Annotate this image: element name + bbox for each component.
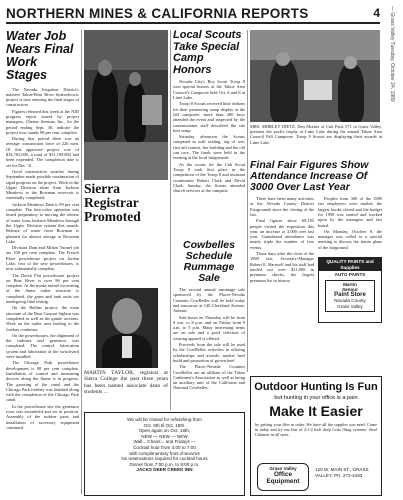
- cowbelles-article: [173, 240, 245, 410]
- column-rule: [170, 30, 171, 410]
- logo-line: Grass Valley: [269, 466, 297, 471]
- paragraph: Good construction weather during September made possible continuation of rapid progress on the project. Work in the Upper Division alone from Jackson Meadows to the Bowman reservoir is essentially completed.: [6, 168, 79, 201]
- paragraph: During that period there was an average construction force of 226 men. Of this approved project cost of $34,765,000, a total of $31,189,804 had been expended. The completion date is set for Dec. 31.: [6, 136, 79, 168]
- qa-line: Grass Valley: [337, 304, 363, 310]
- paragraph: There have been many activities at the Nevada County District Fairgrounds since the closing of the fair.: [250, 196, 314, 217]
- cowbelles-headline: Cowbelles Schedule Rummage Sale: [183, 240, 235, 285]
- side-text: — Grass Valley Tuesday, October 24, 1989: [389, 6, 395, 102]
- paragraph: Nevada City's Boy Scout Troop 8 won special honors at the Tahoe Area Council's Camporee held Oct. 6 and 8 at Lime Lake.: [173, 79, 245, 101]
- scouts-body: [173, 79, 245, 193]
- ad-body: by getting your files in order. We have all the supplies you need. Come in today and try our line of 2-1/2 inch deep Leitz filing systems. Steel Cabinets in all sizes.: [255, 422, 377, 437]
- sierra-caption: [84, 370, 168, 410]
- paragraph: Final figures show 68,185 people visited the exposition this year, an increase of 3,000 over last year. Grandstand attendance was nearly triple the number of free events.: [250, 218, 314, 250]
- column-rule: [247, 30, 248, 372]
- paint-store-logo: [325, 280, 375, 312]
- cowbelles-body: [173, 287, 245, 391]
- deer-creek-inn-ad: [84, 412, 245, 496]
- scouts-article: [173, 30, 245, 236]
- paragraph: Saturday afternoon the Scouts competed in wall scaling, tug of war, first aid contest, fire building and the old can race. The finals were held in the evening at the local fairgrounds.: [173, 134, 245, 161]
- paragraph: Jackson Meadows Dam is 99 per cent complete. The face-valve operation was tested preparatory to moving the release of water from Jackson Meadows through the Upper Division system this month. Release of water from Bowman is planned for almost storage at Bowman Lake.: [6, 201, 79, 244]
- page-header: [6, 4, 380, 24]
- ad-line: Wall... Chairs... and Fridays —: [133, 439, 196, 445]
- office-equipment-logo: [257, 463, 309, 491]
- water-job-article: [6, 30, 79, 496]
- paragraph: The Nevada Irrigation District's massive Tahoe-Bear River hydroelectric project is now entering the final stages of construction.: [6, 86, 79, 108]
- cub-pack-caption-block: [250, 124, 382, 158]
- qa-subtitle: AUTO PAINTS: [334, 272, 366, 278]
- qa-line: Martin: [343, 281, 357, 287]
- qa-banner: QUALITY PAINTS and Supplies: [319, 258, 381, 271]
- fair-body-col-1: [250, 196, 314, 323]
- ad-line: with complimentary hors d'oeuvres: [129, 450, 200, 456]
- page-number: 4: [373, 6, 380, 20]
- martin-taylor-caption: MARTIN TAYLOR, registrar at Sierra College the past three years has been named associate dean of students ...: [84, 370, 168, 396]
- ad-headline-2: but hunting in your office is a pain: [274, 395, 358, 401]
- paragraph: The Chicago Park powerhouse development is 98 per cent complete. Installation of control and measuring devices along the flume is in progress. The grouting of the canal and the Chicago Park forebay was finished along with the completion of the Chicago Park canal.: [6, 360, 79, 403]
- fair-article: [250, 160, 382, 372]
- paragraph: The Dutch Flat powerhouse project on Bear River is over 96 per cent complete. At the intake tunnel excavating of the flume outlet structure is completed, the gates and tank units are undergoing final testing.: [6, 272, 79, 305]
- logo-line: Equipment: [266, 478, 300, 485]
- sierra-article: [84, 182, 168, 282]
- qa-line: Nevada County: [334, 298, 366, 304]
- ad-line: Cocktail hour from 4:00 to 7:00: [133, 444, 196, 450]
- ad-headline-3: Make It Easier: [269, 403, 363, 419]
- martin-taylor-photo: [96, 288, 158, 368]
- fair-body-col-2: [318, 196, 382, 254]
- paragraph: The Placer-Nevada Counties CowBelles are an affiliate of the Tahoe Cattlemen's Association as well as being an auxiliary unit of the California and National Cowbelles.: [173, 364, 245, 391]
- qa-line: Senour: [342, 287, 358, 293]
- paragraph: On the Rollins project, the main structure of the Bear Canyon Siphon was completed as well as the gunite sections. Work on the outlet area leading to the forebay continues.: [6, 305, 79, 332]
- quality-paints-ad: [318, 257, 382, 323]
- paragraph: Division Dam and Milton Tunnel job are 100 per cent complete. The French Place powerhouse project on Jordan Lake, first of the new powerhouses, is now substantially complete.: [6, 245, 79, 272]
- ad-address: 120 W. MAIN ST., GRASS VALLEY, PH. 273-4293: [315, 467, 369, 478]
- logo-line: Office: [273, 471, 293, 478]
- column-rule: [81, 30, 82, 494]
- cub-pack-caption: MRS. SHIRLEY DIETZ, Den Mother of Cub Pack 571 in Grass Valley, presents the pack's trophy at Lime Lake during the annual Tahoe Area Council Fall Camporee. Troop 8 Scouts are displaying their awards at Lime Lake.: [250, 124, 382, 145]
- ad-line: We will be closed for refinishing from: [127, 417, 202, 422]
- paragraph: On the powerhouses, the alignment of the turbines and generator was completed. The control, lubrication system and fabrication of the switchyard were installed.: [6, 332, 79, 360]
- ad-line: JACKS DEER CREEK INN: [136, 467, 193, 473]
- paragraph: Peoples from 300 of the 1989 fair employees were mailed, the largest books closed and the budget for 1990 was started and worked upon by the managers and fair board.: [318, 196, 382, 228]
- paragraph: In the powerhouse site the generator rotor was assembled and set in position. Assembly of the turbine parts and installation of accessory equipment continued.: [6, 403, 79, 430]
- side-strip: [387, 6, 401, 156]
- paragraph: Figures released this week at the NID progress report issued by project managers, Chester Seeman, Inc., for the period ending Sept. 30, indicate the project now stands 98 per cent complete.: [6, 108, 79, 135]
- qa-line: Paint Store: [334, 291, 366, 298]
- scouts-headline: Local Scouts Take Special Camp Honors: [173, 30, 242, 76]
- paragraph: Proceeds from the sale will be used by the CowBelles activities in offering scholarships and awards, market beef build and promotion of grown beef.: [173, 342, 245, 363]
- ad-line: NEW — NEW — NEW: [141, 433, 188, 439]
- cub-pack-photo: [250, 30, 380, 122]
- ad-line: No reservations required for cocktail hours: [121, 456, 208, 462]
- paragraph: On Monday, October 9, the manager was called to a special meeting to discuss the future plans of the fairground.: [318, 228, 382, 250]
- scouts-group-photo: [84, 30, 168, 180]
- fair-headline: Final Fair Figures Show Attendance Increase Of 3000 Over Last Year: [250, 160, 369, 194]
- ad-headline-1: Outdoor Hunting Is Fun: [254, 381, 378, 393]
- ad-line: Open again on Oct. 19th,: [138, 428, 191, 434]
- sierra-headline: Sierra Registrar Promoted: [84, 182, 141, 225]
- water-job-body: [6, 87, 79, 431]
- header-title: NORTHERN MINES & CALIFORNIA REPORTS: [6, 5, 309, 21]
- paragraph: As the scouts for the Cub Scout Troop 8 took first place in the competition of the Troop 8 and assistant scoutmaster Robert Clark and David Clark. Sunday, the Scouts attended church services at the campsite.: [173, 161, 245, 194]
- ad-line: Oct. 9th til Oct. 18th.: [143, 422, 186, 428]
- paragraph: Troop 8 Scouts received blue ribbons for their pioneering camp display at the fall camporee, more than 400 boys attended the event and inspected by the commissioner staff described the site best setup.: [173, 101, 245, 133]
- water-job-headline: Water Job Nears Final Work Stages: [6, 30, 74, 83]
- paragraph: Sale hours on Thursday will be from 9 a.m. to 8 p.m. and on Friday from 9 a.m. to 5 p.m. Many interesting items are on sale and a good selection of wearing apparel is offered.: [173, 314, 245, 341]
- paragraph: Those days after the close of the 1989 fair, Secretary-Manager Robert E. Hartwell and his staff had mailed out over $21,000 in premium checks, the largest premium list in history.: [250, 251, 314, 283]
- paragraph: The second annual rummage sale sponsored by the Placer-Nevada Counties CowBelles will be held today and tomorrow at 140 Cleveland Avenue, Auburn.: [173, 287, 245, 314]
- ad-line: Dinner from 7:00 p.m. to 9:00 p.m.: [129, 461, 200, 467]
- office-equipment-ad: [250, 376, 382, 496]
